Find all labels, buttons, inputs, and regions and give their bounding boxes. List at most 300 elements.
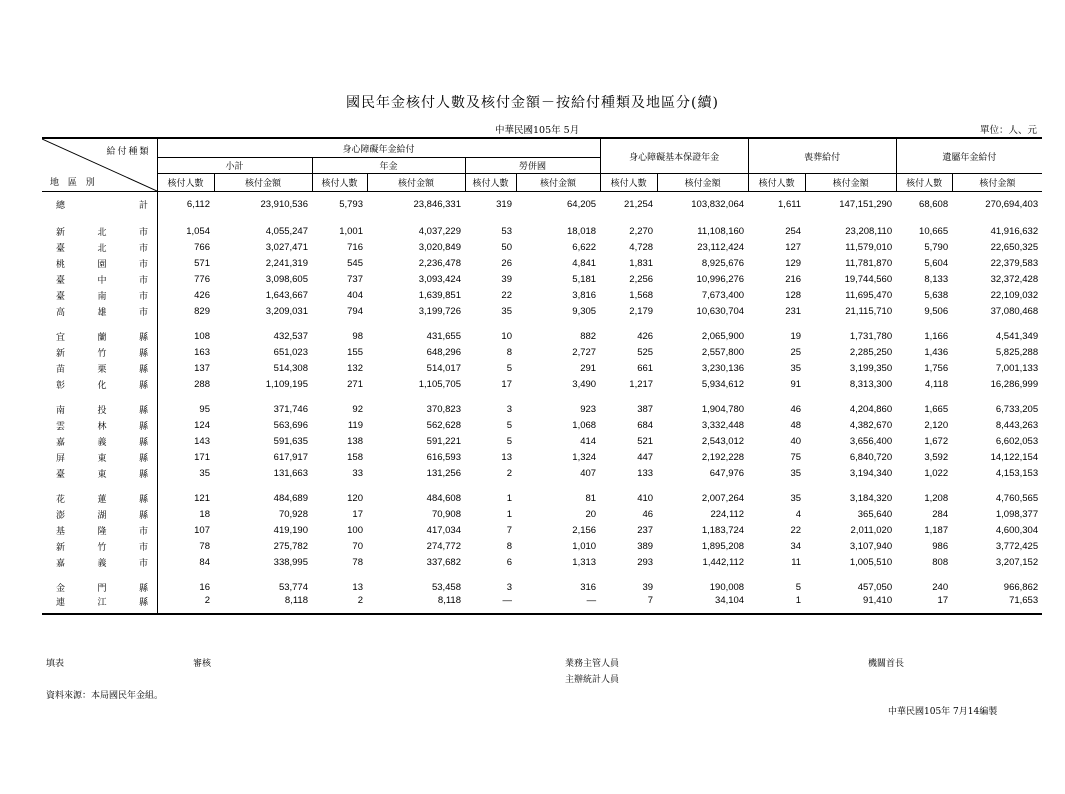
amount-cell: 617,917 [273,451,308,463]
amount-cell: 3,332,448 [701,419,745,431]
count-cell: 1,217 [629,378,654,390]
amount-cell: 6,622 [572,241,597,253]
count-cell: 254 [785,225,802,237]
count-cell: 1,611 [778,198,802,210]
amount-cell: 7,673,400 [701,289,745,301]
region-cell [42,303,157,319]
amount-cell: 2,557,800 [701,346,745,358]
amount-cell: 2,236,478 [418,257,461,269]
table-row [42,506,1042,522]
region-name: 嘉義市 [56,558,148,569]
amount-cell: 419,190 [273,524,308,536]
count-cell: 404 [347,289,363,301]
count-cell: 525 [637,346,654,358]
amount-cell: 21,115,710 [845,305,893,317]
footer-reviewer: 審核 [193,659,212,669]
count-cell: 70 [352,540,363,552]
table-corner-header [42,138,157,192]
amount-cell: 365,640 [857,508,893,520]
amount-cell: 417,034 [426,524,461,536]
header-count: 核付人數 [312,174,367,192]
region-cell [42,595,157,614]
count-cell: 6,112 [157,192,214,215]
amount-cell: 3,490 [572,378,597,390]
amount-cell: 431,655 [426,330,461,342]
amount-cell: 2,241,319 [265,257,308,269]
count-cell: 33 [352,467,363,479]
count-cell: 3 [506,403,512,415]
region-name: 桃園市 [56,259,148,270]
count-cell: 171 [157,449,214,465]
amount-cell: 70,928 [278,508,308,520]
count-cell: 4,118 [925,378,949,390]
header-count: 核付人數 [896,174,952,192]
amount-cell: 224,112 [710,508,745,520]
region-name: 嘉義縣 [56,437,148,448]
count-cell: 133 [637,467,654,479]
data-source-note: 資料來源：本局國民年金組。 [46,691,164,701]
count-cell: 21,254 [624,198,654,210]
table-row [42,401,1042,417]
count-cell: 410 [637,492,654,504]
header-amount: 核付金額 [805,174,896,192]
amount-cell: 275,782 [273,540,308,552]
amount-cell: 484,608 [426,492,461,504]
region-name: 新竹縣 [56,348,148,359]
count-cell: 10 [501,330,512,342]
amount-cell: 1,098,377 [995,508,1039,520]
amount-cell: 457,050 [857,581,893,593]
amount-cell: 4,841 [572,257,597,269]
count-cell: 98 [352,330,363,342]
count-cell: 2 [506,467,512,479]
count-cell: 8,133 [924,273,949,285]
count-cell: 129 [785,257,802,269]
region-name: 金門縣 [56,583,148,594]
count-cell: 1 [506,508,512,520]
amount-cell: 131,256 [426,467,461,479]
region-name: 基隆市 [56,526,148,537]
count-cell: 100 [347,524,363,536]
table-row [42,239,1042,255]
count-cell: 2,256 [629,273,654,285]
header-annuity: 年金 [312,158,465,174]
table-row [42,433,1042,449]
amount-cell: 966,862 [1003,581,1039,593]
header-amount: 核付金額 [367,174,465,192]
count-cell: 46 [790,403,802,415]
region-name: 新北市 [56,227,148,238]
header-count: 核付人數 [600,174,657,192]
count-cell: 389 [637,540,654,552]
region-cell [42,360,157,376]
amount-cell: 4,055,247 [265,225,308,237]
amount-cell: 11,108,160 [697,225,745,237]
count-cell: 119 [347,419,363,431]
table-row [42,490,1042,506]
count-cell: 571 [157,255,214,271]
amount-cell: 4,600,304 [995,524,1039,536]
region-name: 臺南市 [56,291,148,302]
count-cell: 766 [157,239,214,255]
count-cell: 10,665 [919,225,949,237]
amount-cell: 10,996,276 [696,273,745,285]
count-cell: 48 [790,419,802,431]
count-cell: 22 [501,289,512,301]
compiled-date: 中華民國105年 7月14編製 [888,707,998,717]
table-row [42,192,1042,215]
count-cell: 2,179 [629,305,654,317]
count-cell: 271 [347,378,363,390]
amount-cell: 53,774 [278,581,308,593]
region-cell [42,328,157,344]
count-cell: 1,672 [924,435,949,447]
region-cell [42,344,157,360]
count-cell: 5,790 [924,241,949,253]
count-cell: 8 [506,346,512,358]
count-cell: 128 [785,289,802,301]
amount-cell: 14,122,154 [990,451,1039,463]
table-row [42,417,1042,433]
count-cell: 4 [795,508,802,520]
amount-cell: 2,285,250 [849,346,893,358]
table-row [42,271,1042,287]
spacer-row [42,214,1042,223]
region-cell [42,417,157,433]
amount-cell: 3,230,136 [701,362,745,374]
amount-cell: 3,093,424 [418,273,461,285]
amount-cell: 1,109,195 [265,378,308,390]
count-cell: 240 [932,581,949,593]
amount-cell: 291 [580,362,597,374]
count-cell: 1,665 [924,403,949,415]
count-cell: 293 [637,556,654,568]
amount-cell: 1,324 [572,451,597,463]
table-row [42,376,1042,392]
amount-cell: 4,382,670 [849,419,893,431]
count-cell: 26 [501,257,512,269]
table-row [42,344,1042,360]
count-cell: 158 [347,451,363,463]
count-cell: 776 [157,271,214,287]
count-cell: 1,022 [924,467,949,479]
amount-cell: 3,209,031 [265,305,308,317]
count-cell: 986 [932,540,949,552]
amount-cell: 1,068 [572,419,597,431]
count-cell: 16 [157,579,214,595]
count-cell: 5 [795,581,802,593]
region-name: 雲林縣 [56,421,148,432]
count-cell: 1,208 [924,492,949,504]
count-cell: 4,728 [629,241,654,253]
corner-payment-type-label: 給付種類 [106,147,151,157]
amount-cell: 3,020,849 [418,241,461,253]
region-cell [42,239,157,255]
amount-cell: 32,372,428 [990,273,1039,285]
region-cell [42,433,157,449]
count-cell: 13 [501,451,512,463]
amount-cell: 484,689 [273,492,308,504]
count-cell: 95 [157,401,214,417]
table-row [42,303,1042,319]
amount-cell: 3,207,152 [995,556,1039,568]
table-row [42,328,1042,344]
amount-cell: 71,653 [952,595,1042,614]
count-cell: 11 [791,556,802,568]
count-cell: 40 [790,435,802,447]
amount-cell: 5,181 [572,273,597,285]
header-count: 核付人數 [748,174,805,192]
count-cell: 1,568 [629,289,654,301]
amount-cell: 651,023 [273,346,308,358]
amount-cell: 648,296 [426,346,461,358]
count-cell: 5,793 [339,198,363,210]
region-cell [42,465,157,481]
region-name: 高雄市 [56,307,148,318]
count-cell: 2,120 [924,419,949,431]
amount-cell: 18,018 [567,225,597,237]
amount-cell: 147,151,290 [839,198,893,210]
count-cell: 284 [932,508,949,520]
amount-cell: 432,537 [273,330,308,342]
count-cell: 5,638 [924,289,949,301]
count-cell: 661 [637,362,654,374]
amount-cell: 882 [580,330,597,342]
region-name: 新竹市 [56,542,148,553]
count-cell: 137 [157,360,214,376]
amount-cell: 2,007,264 [701,492,745,504]
amount-cell: 6,840,720 [849,451,893,463]
amount-cell: 6,733,205 [995,403,1039,415]
amount-cell: 2,192,228 [701,451,745,463]
amount-cell: 337,682 [426,556,461,568]
count-cell: 143 [157,433,214,449]
unit-label: 單位：人、元 [979,125,1037,136]
amount-cell: 647,976 [709,467,745,479]
count-cell: 545 [347,257,363,269]
count-cell: 35 [790,492,802,504]
report-period: 中華民國105年 5月 [495,125,580,136]
count-cell: 216 [785,273,802,285]
count-cell: 5 [506,362,512,374]
header-survivor: 遺屬年金給付 [896,138,1042,174]
count-cell: 3,592 [924,451,949,463]
amount-cell: 103,832,064 [691,198,745,210]
amount-cell: 91,410 [805,595,896,614]
count-cell: 7 [506,524,512,536]
header-count: 核付人數 [465,174,516,192]
region-cell [42,579,157,595]
region-cell [42,449,157,465]
amount-cell: 3,199,350 [849,362,893,374]
header-count: 核付人數 [157,174,214,192]
region-name: 宜蘭縣 [56,332,148,343]
count-cell: 68,608 [919,198,949,210]
amount-cell: 41,916,632 [990,225,1039,237]
region-name: 臺北市 [56,243,148,254]
amount-cell: 1,731,780 [849,330,893,342]
header-subtotal: 小計 [157,158,312,174]
amount-cell: 10,630,704 [696,305,745,317]
amount-cell: 4,760,565 [995,492,1039,504]
count-cell: 2,270 [629,225,654,237]
count-cell: 5 [506,419,512,431]
count-cell: 19 [790,330,802,342]
count-cell: 120 [347,492,363,504]
header-amount: 核付金額 [657,174,748,192]
count-cell: 1,166 [924,330,949,342]
amount-cell: 5,934,612 [701,378,745,390]
count-cell: 1,436 [924,346,949,358]
count-cell: 132 [347,362,363,374]
count-cell: 75 [790,451,802,463]
amount-cell: 2,727 [572,346,597,358]
count-cell: 155 [347,346,363,358]
footer-filler: 填表 [46,659,65,669]
amount-cell: 1,183,724 [701,524,745,536]
amount-cell: 338,995 [273,556,308,568]
amount-cell: 4,037,229 [418,225,461,237]
amount-cell: 1,643,667 [265,289,308,301]
amount-cell: 2,543,012 [701,435,745,447]
count-cell: 53 [501,225,512,237]
amount-cell: 22,109,032 [990,289,1039,301]
table-row [42,465,1042,481]
count-cell: 17 [501,378,512,390]
count-cell: 3 [506,581,512,593]
count-cell: 521 [637,435,654,447]
region-cell [42,538,157,554]
count-cell: 163 [157,344,214,360]
count-cell: 35 [501,305,512,317]
count-cell: 1 [748,595,805,614]
spacer-row [42,319,1042,328]
amount-cell: 2,156 [572,524,597,536]
amount-cell: 1,639,851 [418,289,461,301]
amount-cell: 371,746 [273,403,308,415]
count-cell: 237 [637,524,654,536]
amount-cell: 1,010 [572,540,597,552]
amount-cell: 514,308 [273,362,308,374]
header-basic-guarantee: 身心障礙基本保證年金 [600,138,748,174]
region-name: 總計 [56,200,148,211]
count-cell: 387 [637,403,654,415]
header-amount: 核付金額 [516,174,600,192]
amount-cell: 3,107,940 [849,540,893,552]
amount-cell: — [516,595,600,614]
count-cell: 1,756 [924,362,949,374]
region-name: 南投縣 [56,405,148,416]
table-row [42,449,1042,465]
header-amount: 核付金額 [214,174,312,192]
count-cell: 1,001 [339,225,363,237]
table-row [42,538,1042,554]
amount-cell: 3,199,726 [418,305,461,317]
count-cell: 684 [637,419,654,431]
amount-cell: 1,442,112 [702,556,745,568]
count-cell: 1,054 [157,223,214,239]
table-row [42,579,1042,595]
amount-cell: 64,205 [567,198,597,210]
amount-cell: 3,098,605 [265,273,308,285]
amount-cell: 3,194,340 [849,467,893,479]
header-amount: 核付金額 [952,174,1042,192]
footer-business-supervisor: 業務主管人員 [565,659,620,669]
count-cell: 426 [637,330,654,342]
table-row [42,287,1042,303]
amount-cell: 1,105,705 [418,378,461,390]
region-cell [42,376,157,392]
table-row [42,522,1042,538]
region-name: 臺東縣 [56,469,148,480]
amount-cell: 4,541,349 [995,330,1039,342]
amount-cell: 2,011,020 [850,524,893,536]
count-cell: 6 [506,556,512,568]
amount-cell: 3,772,425 [995,540,1039,552]
amount-cell: 23,846,331 [413,198,461,210]
amount-cell: 270,694,403 [985,198,1039,210]
region-name: 花蓮縣 [56,494,148,505]
amount-cell: 8,118 [214,595,312,614]
count-cell: 25 [790,346,802,358]
amount-cell: 3,027,471 [265,241,308,253]
count-cell: 39 [501,273,512,285]
amount-cell: 7,001,133 [995,362,1039,374]
corner-region-label: 地 區 別 [50,178,98,188]
amount-cell: 1,904,780 [701,403,745,415]
amount-cell: 8,925,676 [701,257,745,269]
count-cell: 50 [501,241,512,253]
amount-cell: 274,772 [426,540,461,552]
amount-cell: 562,628 [426,419,461,431]
count-cell: 78 [352,556,363,568]
count-cell: 5 [506,435,512,447]
amount-cell: 23,910,536 [260,198,308,210]
amount-cell: 923 [580,403,597,415]
region-cell [42,554,157,570]
count-cell: — [465,595,516,614]
amount-cell: 22,650,325 [990,241,1039,253]
count-cell: 108 [157,328,214,344]
amount-cell: 8,313,300 [849,378,893,390]
region-cell [42,287,157,303]
region-name: 彰化縣 [56,380,148,391]
footer-statistics-supervisor: 主辦統計人員 [565,675,620,685]
region-name: 臺中市 [56,275,148,286]
amount-cell: 34,104 [657,595,748,614]
count-cell: 8 [506,540,512,552]
count-cell: 716 [347,241,363,253]
table-row [42,223,1042,239]
count-cell: 9,506 [924,305,949,317]
header-labor-combined: 勞併國 [465,158,600,174]
table-row [42,360,1042,376]
amount-cell: 190,008 [709,581,745,593]
region-cell [42,271,157,287]
count-cell: 1,187 [924,524,949,536]
count-cell: 17 [896,595,952,614]
count-cell: 107 [157,522,214,538]
amount-cell: 9,305 [572,305,597,317]
count-cell: 7 [600,595,657,614]
amount-cell: 316 [580,581,597,593]
amount-cell: 1,895,208 [701,540,745,552]
count-cell: 84 [157,554,214,570]
count-cell: 1 [506,492,512,504]
amount-cell: 591,221 [426,435,461,447]
amount-cell: 20 [585,508,597,520]
count-cell: 1,831 [629,257,654,269]
